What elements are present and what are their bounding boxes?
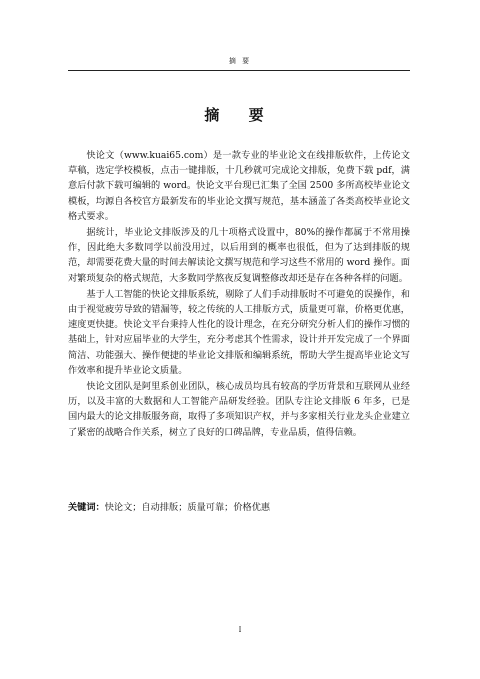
abstract-paragraph-3: 基于人工智能的快论文排版系统，剔除了人们手动排版时不可避免的误操作，和由于视觉疲劳导致的错漏等，较之传统的人工排版方式，质量更可靠，价格更优惠，速度更快捷。快论文平台秉持人性化的设计理念，在充分研究分析人们的操作习惯的基础上，针对应届毕业的大学生，充分考虑其个性需求，设计并开发完成了一个界面简洁、功能强大、操作便捷的毕业论文排版和编辑系统，帮助大学生提高毕业论文写作效率和提升毕业论文质量。 [68,288,410,376]
keywords-text: 快论文；自动排版；质量可靠；价格优惠 [104,502,271,513]
page-title: 摘 要 [204,106,276,124]
abstract-paragraph-2: 据统计，毕业论文排版涉及的几十项格式设置中，80%的操作都属于不常用操作，因此绝大多数同学以前没用过，以后用到的概率也很低，但为了达到排版的规范，却需要花费大量的时间去解读论文撰写规范和学习这些不常用的 word 操作。面对繁琐复杂的格式规范，大多数同学熬夜反复调整修改却还是存在各种各样的问题。 [68,227,410,284]
abstract-paragraph-1: 快论文（www.kuai65.com）是一款专业的毕业论文在线排版软件，上传论文草稿，选定学校模板，点击一键排版，十几秒就可完成论文排版，免费下载 pdf，满意后付款下载可编辑的 word。快论文平台现已汇集了全国 2500 多所高校毕业论文模板，均源自各校官方最新发布的毕业论文撰写规范，基本涵盖了各类高校毕业论文格式要求。 [68,150,410,222]
header-rule [68,70,410,71]
page-number: I [238,626,242,634]
keywords-label: 关键词： [68,502,105,513]
running-header: 摘 要 [228,57,252,65]
keywords [68,500,410,515]
abstract-body [68,148,410,441]
abstract-paragraph-4: 快论文团队是阿里系创业团队，核心成员均具有较高的学历背景和互联网从业经历，以及丰富的大数据和人工智能产品研发经验。团队专注论文排版 6 年多，已是国内最大的论文排版服务商，取得了多项知识产权，并与多家相关行业龙头企业建立了紧密的战略合作关系，树立了良好的口碑品牌，专业品质，值得信赖。 [68,381,410,438]
